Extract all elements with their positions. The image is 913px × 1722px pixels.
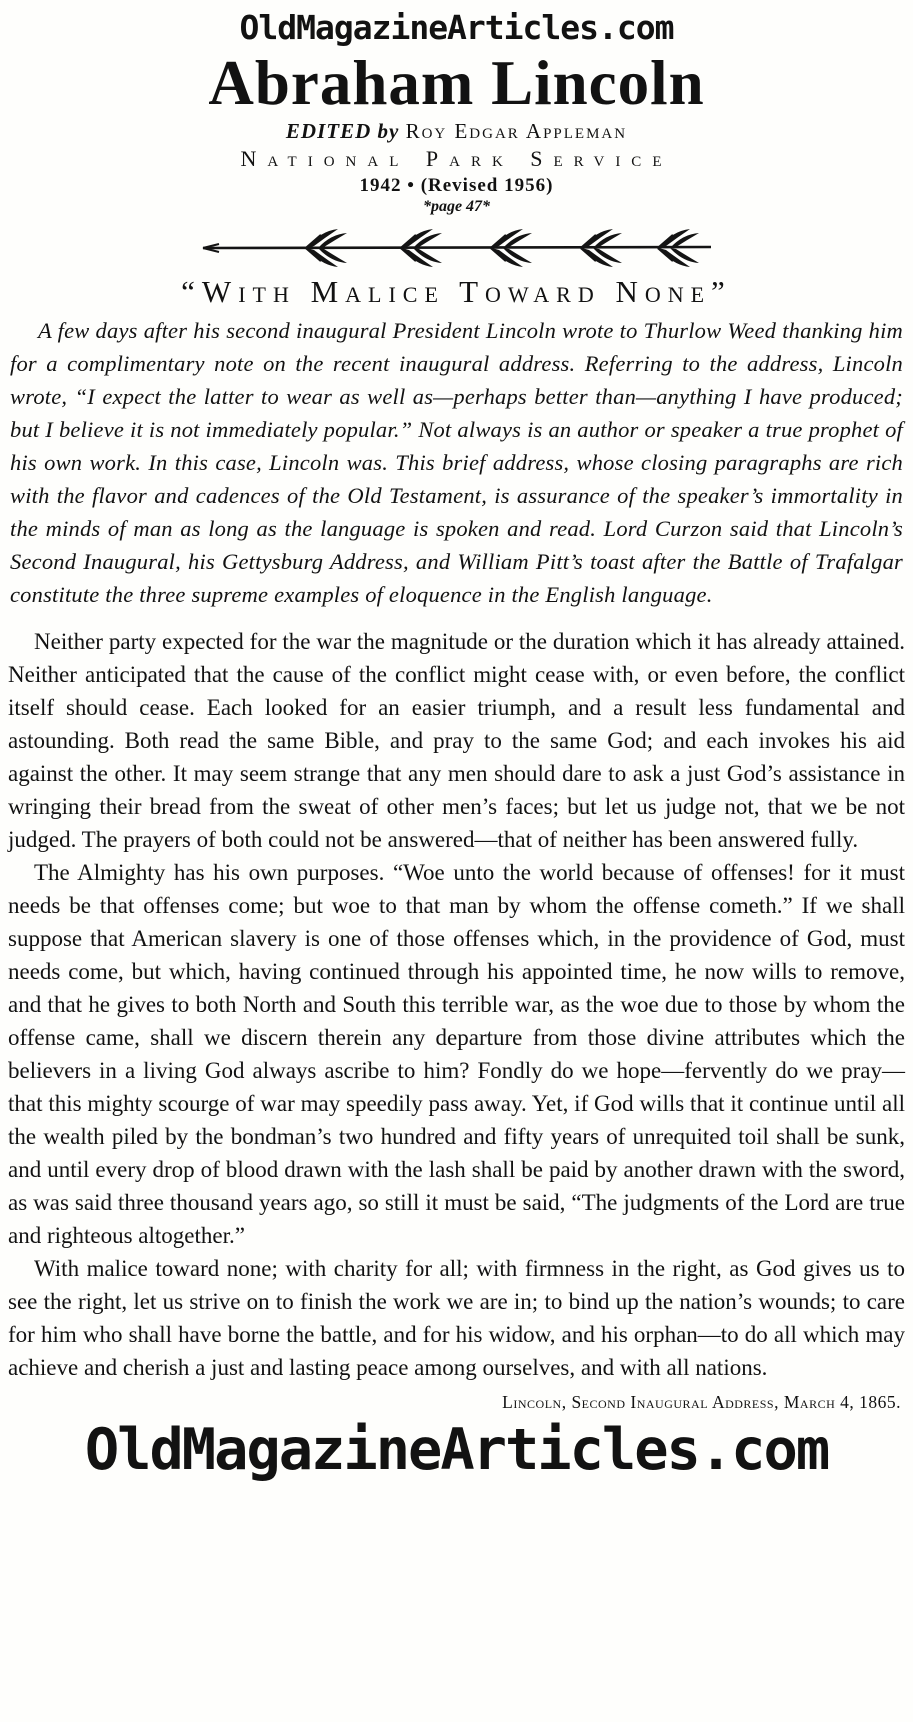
editor-name: Roy Edgar Appleman [405,119,628,144]
edited-by-label: EDITED by [285,119,400,144]
body-paragraph-3: With malice toward none; with charity for all; with firmness in the right, as God gives us to see the right, let us strive on to finish the work we are in; to bind up the nation’s wounds; to care for him who shall have borne the battle, and for his widow, and his orphan—to do all which may achieve and cherish a just and lasting peace among ourselves, and with all nations. [8,1256,905,1381]
editor-line [0,119,913,144]
page-number-marker: *page 47* [422,198,491,216]
site-logo-footer: OldMagazineArticles.com [84,1417,829,1484]
feathered-arrow-divider-icon [197,224,717,272]
article-heading: “With Malice Toward None” [181,274,732,310]
intro-paragraph: A few days after his second inaugural President Lincoln wrote to Thurlow Weed thanking him for a complimentary note on the recent inaugural address. Referring to the address, Lincoln wrote, “I expect the latter to wear as well as—perhaps better than—anything I have produced; but I believe it is not immediately popular.” Not always is an author or speaker a true prophet of his own work. In this case, Lincoln was. This brief address, whose closing paragraphs are rich with the flavor and cadences of the Old Testament, is assurance of the speaker’s immortality in the minds of man as long as the language is spoken and read. Lord Curzon said that Lincoln’s Second Inaugural, his Gettysburg Address, and William Pitt’s toast after the Battle of Trafalgar constitute the three supreme examples of eloquence in the English language. [10,318,903,608]
organization-line: National Park Service [240,146,673,172]
body-paragraph-1: Neither party expected for the war the magnitude or the duration which it has already attained. Neither anticipated that the cause of the conflict might cease with, or even before, the conflict itself should cease. Each looked for an easier triumph, and a result less fundamental and astounding. Both read the same Bible, and pray to the same God; and each invokes his aid against the other. It may seem strange that any men should dare to ask a just God’s assistance in wringing their bread from the sweat of other men’s faces; but let us judge not, that we be not judged. The prayers of both could not be answered—that of neither has been answered fully. [8,629,905,853]
body-paragraph-2: The Almighty has his own purposes. “Woe unto the world because of offenses! for it must needs be that offenses come; but woe to that man by whom the offense cometh.” If we shall suppose that American slavery is one of those offenses which, in the providence of God, must needs come, but which, having continued through his appointed time, he now wills to remove, and that he gives to both North and South this terrible war, as the woe due to those by whom the offense came, shall we discern therein any departure from those divine attributes which the believers in a living God always ascribe to him? Fondly do we hope—fervently do we pray—that this mighty scourge of war may speedily pass away. Yet, if God wills that it continue until all the wealth piled by the bondman’s two hundred and fifty years of unrequited toil shall be sunk, and until every drop of blood drawn with the lash shall be paid by another drawn with the sword, as was said three thousand years ago, so still it must be said, “The judgments of the Lord are true and righteous altogether.” [8,860,905,1249]
source-citation: Lincoln, Second Inaugural Address, March 4, 1865. [502,1392,901,1413]
article-body [0,625,913,1384]
site-logo-header: OldMagazineArticles.com [239,8,674,47]
page-title: Abraham Lincoln [208,48,705,119]
divider-row [0,224,913,272]
date-line: 1942 • (Revised 1956) [359,175,554,197]
